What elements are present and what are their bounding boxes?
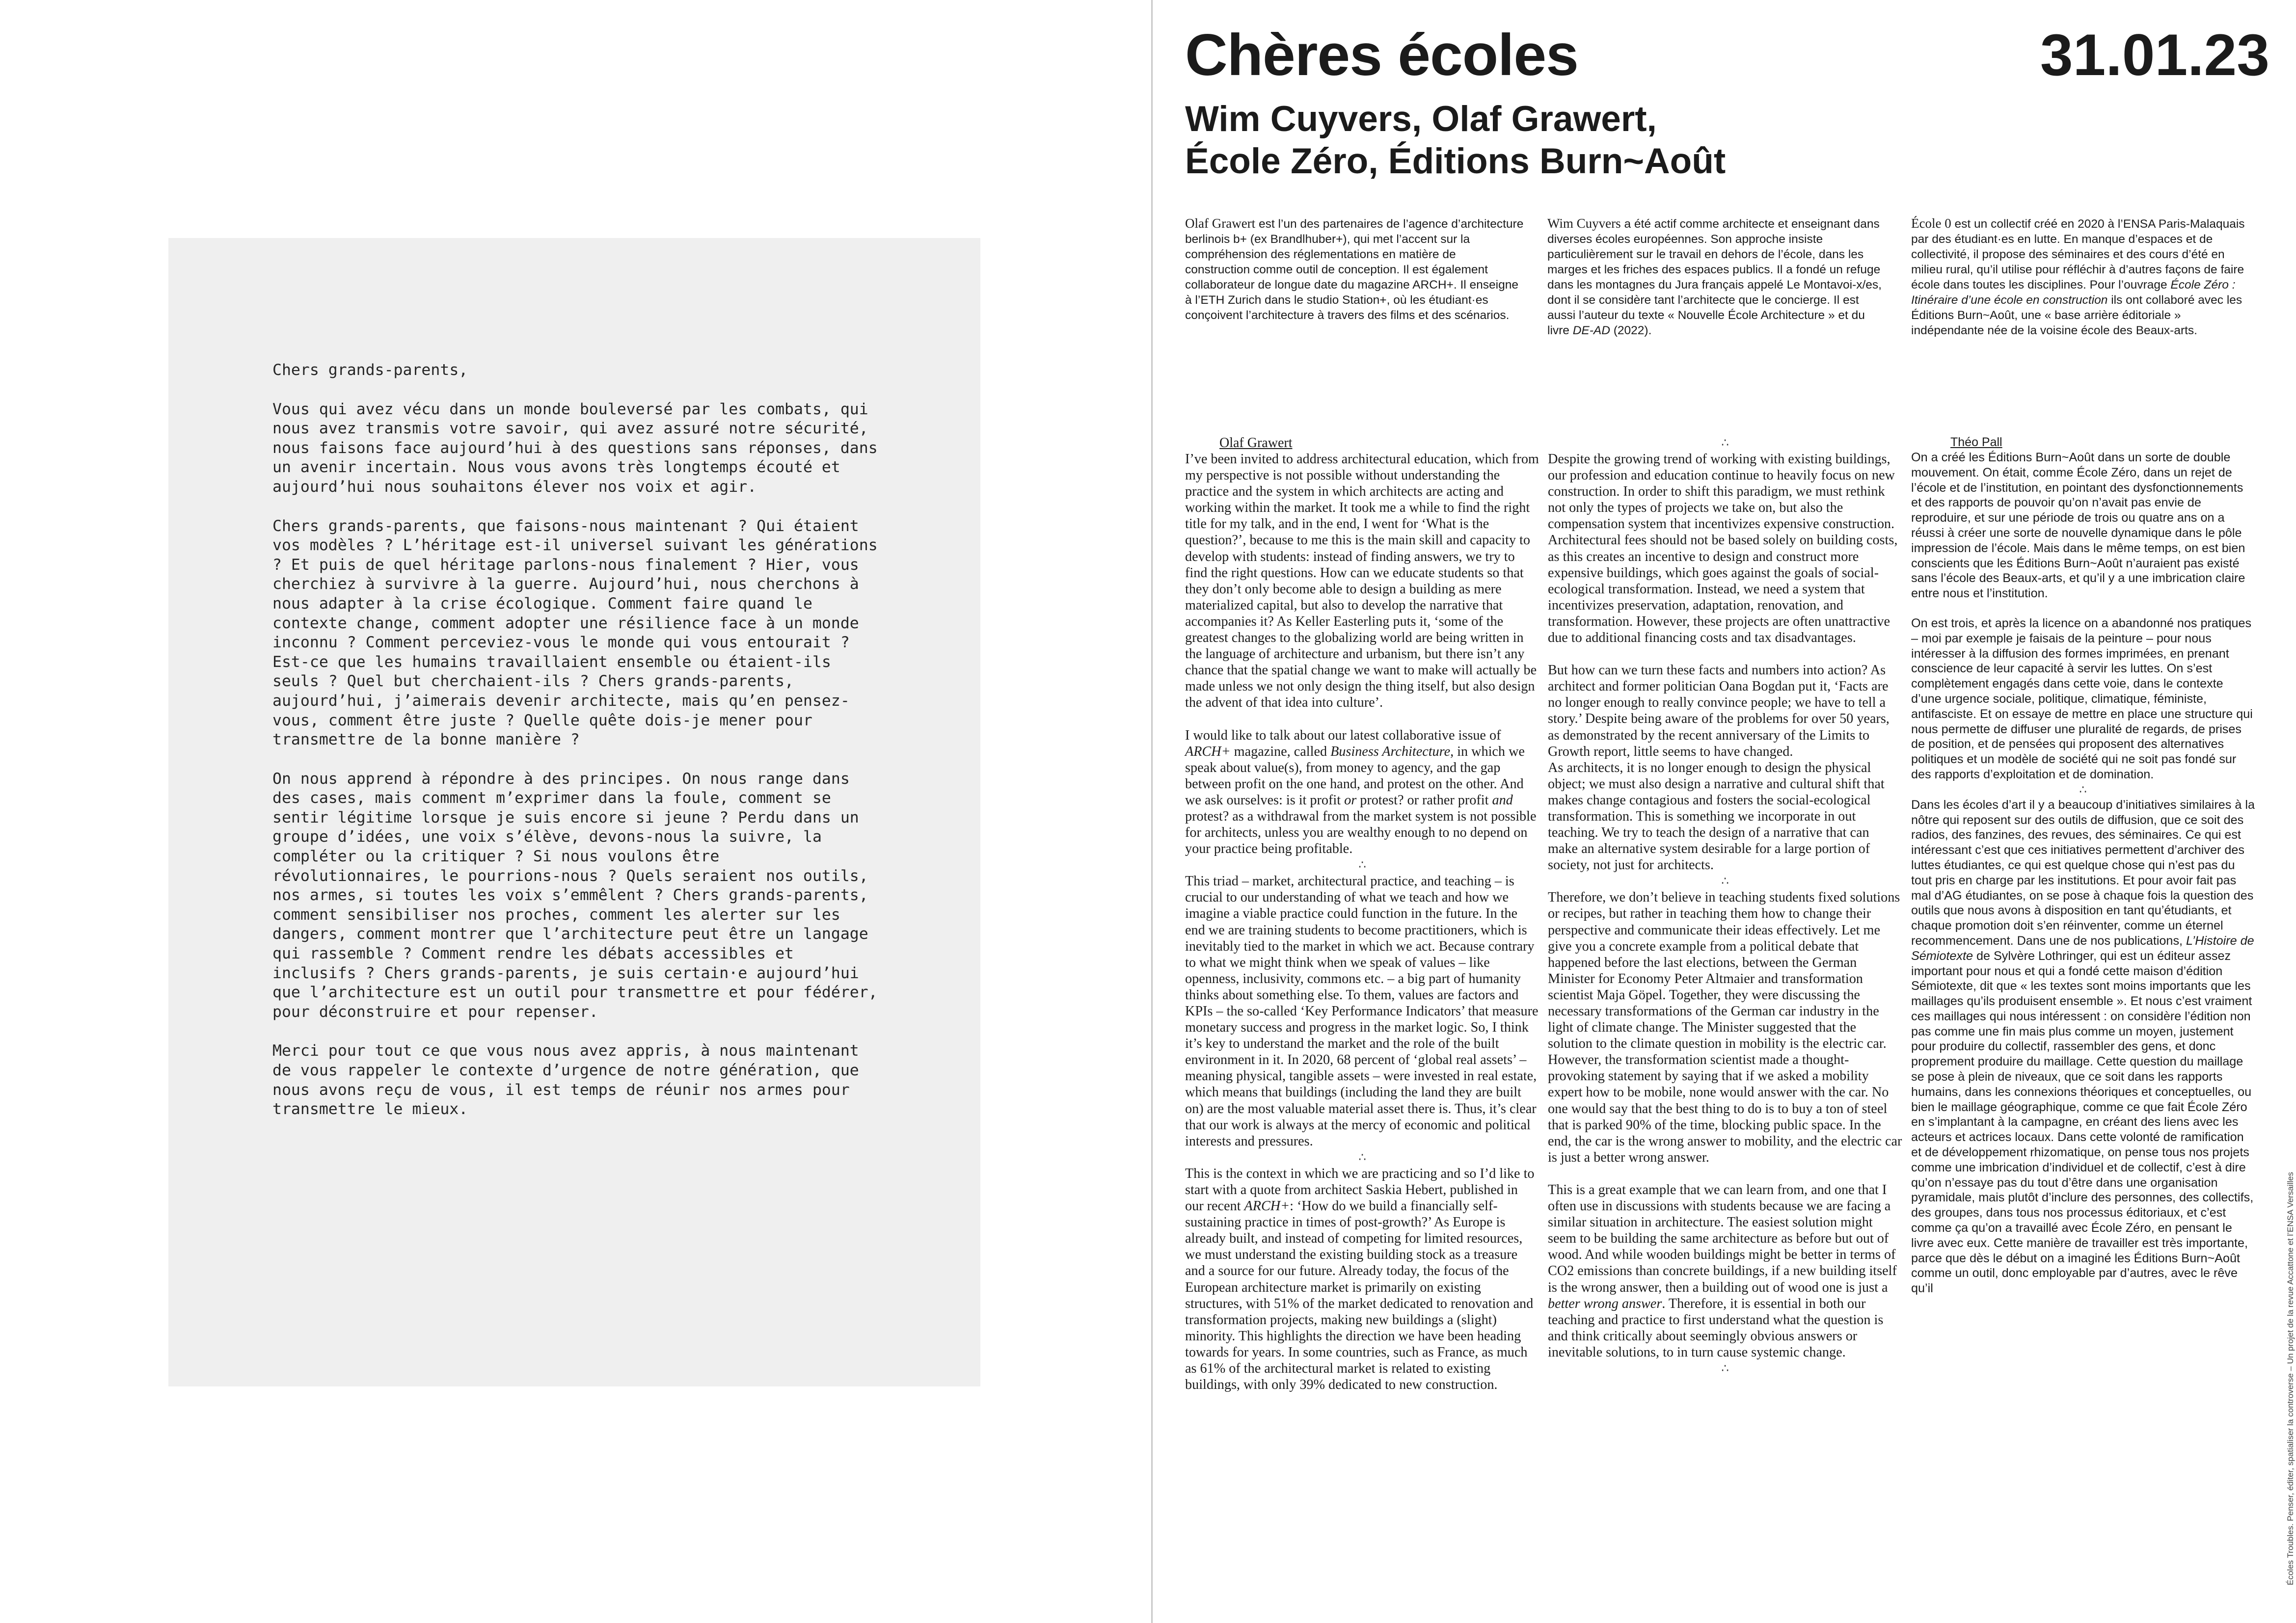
essay-column-2 (1548, 435, 1902, 1377)
bio-name: Olaf Grawert (1185, 216, 1256, 231)
bio-ecole-zero (1911, 216, 2250, 338)
section-ornament: ∴ (1721, 1361, 1729, 1375)
section-ornament: ∴ (2079, 782, 2087, 797)
essay-paragraph: As architects, it is no longer enough to design the physical object; we must also design a narrative and cultural shift that makes change contagious and fosters the social-ecological transformation. This is something we incorporate in out teaching. We try to teach the design of a narrative that can make an alternative system desirable for a large portion of society, not just for architects. (1548, 760, 1885, 873)
letter-text (272, 361, 881, 1139)
bio-olaf-grawert (1185, 216, 1524, 323)
essay-paragraph: I would like to talk about our latest collaborative issue of ARCH+ magazine, called Business Architecture, in which we speak about value(s), from money to agency, and the gap between profit on the one hand, and protest on the other. And we ask ourselves: is it profit or protest? or rather profit and protest? as a withdrawal from the market system is not possible for architects, unless you are wealthy enough to no depend on your practice being profitable. (1185, 727, 1537, 857)
essay-paragraph: On est trois, et après la licence on a abandonné nos pratiques – moi par exemple je faisais de la peinture – pour nous intéresser à la diffusion des formes imprimées, en prenant conscience de leur capacité à servir les luttes. On s’est complètement engagés dans cette voie, dans le contexte d’une urgence sociale, politique, climatique, féministe, antifasciste. Et on essaye de mettre en place une structure qui nous permette de diffuser une pluralité de regards, de prises de position, et de pensées qui proposent des alternatives politiques et un modèle de société qui ne soit pas fondé sur des rapports d’exploitation et de domination. (1911, 616, 2253, 781)
bio-text: est l’un des partenaires de l’agence d’architecture berlinois b+ (ex Brandlhuber+), qui met l’accent sur la compréhension des réglementations en matière de construction comme outil de conception. Il est également collaborateur de longue date du magazine ARCH+. Il enseigne à l’ETH Zurich dans le studio Station+, où les étudiant·es conçoivent l’architecture à travers des films et des scénarios. (1185, 217, 1524, 322)
letter-paragraph: On nous apprend à répondre à des principes. On nous range dans des cases, mais comment m’exprimer dans la foule, comment se sentir légitime lorsque je suis encore si jeune ? Perdu dans un groupe d’idées, une voix s’élève, devons-nous la suivre, la compléter ou la critiquer ? Si nous voulons être révolutionnaires, le pourrions-nous ? Quels seraient nos outils, nos armes, si toutes les voix s’emmêlent ? Chers grands-parents, comment sensibiliser nos proches, comment les alerter sur les dangers, comment montrer que l’architecture peut être un langage qui rassemble ? Comment rendre les débats accessibles et inclusifs ? Chers grands-parents, je suis certain·e aujourd’hui que l’architecture est un outil pour transmettre et pour fédérer, pour déconstruire et pour repenser. (272, 770, 878, 1021)
bio-text: (2022). (1610, 324, 1652, 337)
page-title: Chères écoles (1185, 22, 1578, 88)
bio-book-title: École Zéro : Itinéraire d’une école en construction (1911, 278, 2236, 307)
bio-name: École 0 (1911, 216, 1951, 231)
subtitle-line: École Zéro, Éditions Burn~Août (1185, 141, 1726, 181)
essay-column-3 (1911, 435, 2255, 1296)
bio-text: ils ont collaboré avec les Éditions Burn~Août, une « base arrière éditoriale » indépendante née de la voisine école des Beaux-arts. (1911, 293, 2242, 337)
subtitle-line: Wim Cuyvers, Olaf Grawert, (1185, 99, 1657, 139)
section-ornament: ∴ (1721, 874, 1729, 888)
essay-paragraph: Dans les écoles d’art il y a beaucoup d’initiatives similaires à la nôtre qui reposent sur des outils de diffusion, que ce soit des radios, des fanzines, des revues, des séminaires. Ce qui est intéressant c’est que ces initiatives permettent d’archiver des luttes étudiantes, ce qui est quelque chose qui n’est pas du tout pris en charge par les institutions. Et pour avoir fait pas mal d’AG étudiantes, on se pose à chaque fois la question des outils que nous avons à disposition en tant qu’étudiants, et chaque promotion doit s’en réinventer, comme un éternel recommencement. Dans une de nos publications, L’Histoire de Sémiotexte de Sylvère Lothringer, qui est un éditeur assez important pour nous et qui a fondé cette maison d’édition Sémiotexte, dit que « les textes sont moins importants que les maillages qu’ils produisent ensemble ». Et nous c’est vraiment ces maillages qui nous intéressent : on considère l’édition non pas comme une fin mais plus comme un moyen, justement pour produire du collectif, rassembler des gens, et donc proprement produire du maillage. Cette question du maillage se pose à plein de niveaux, que ce soit dans les rapports humains, dans les connexions théoriques et conceptuelles, ou bien le maillage géographique, comme ce que fait École Zéro en s’implantant à la campagne, en créant des liens avec les acteurs et actrices locaux. Dans cette volonté de ramification et de développement rhizomatique, on pense tous nos projets comme une imbrication d’individuel et de collectif, c’est à dire qu’on n’essaye pas du tout d’être dans une organisation pyramidale, mais plutôt d’inclure des personnes, des collectifs, des groupes, dans tous nos processus éditoriaux, et c’est comme ça qu’on a travaillé avec École Zéro, en pensant le livre avec eux. Cette manière de travailler est très importante, parce que dès le début on a imaginé les Éditions Burn~Août comme un outil, donc employable par d’autres, avec le rêve qu’il (1911, 798, 2255, 1296)
issue-date: 31.01.23 (2040, 22, 2269, 88)
bio-text: est un collectif créé en 2020 à l’ENSA Paris-Malaquais par des étudiant·es en lutte. En manque d’espaces et de collectivité, il propose des séminaires et des cours d’été en milieu rural, qu’il utilise pour réfléchir à d’autres façons de faire école dans toutes les disciplines. Pour l’ouvrage (1911, 217, 2245, 292)
right-page (1153, 0, 2296, 1623)
vertical-side-note: Écoles Troubles. Penser, éditer, spatialiser la controverse – Un projet de la revue Accattone et l’ENSA Versailles (2286, 1172, 2295, 1585)
letter-panel (168, 238, 980, 1386)
essay-paragraph: Despite the growing trend of working with existing buildings, our profession and education continue to heavily focus on new construction. In order to shift this paradigm, we must rethink not only the types of projects we take on, but also the compensation system that incentivizes expensive construction. Architectural fees should not be based solely on building costs, as this creates an incentive to design and construct more expensive buildings, which goes against the goals of social-ecological transformation. Instead, we need a system that incentivizes preservation, adaptation, renovation, and transformation. However, these projects are often unattractive due to additional financing costs and tax disadvantages. (1548, 452, 1898, 646)
letter-salutation: Chers grands-parents, (272, 361, 468, 379)
section-ornament: ∴ (1358, 858, 1366, 872)
bio-text: a été actif comme architecte et enseignant dans diverses écoles européennes. Son approche insiste particulièrement sur le travail en dehors de l’école, dans les marges et les friches des espaces publics. Il a fondé un refuge dans les montagnes du Jura français appelé Le Montavoi-x/es, dont il se considère tant l’architecte que le concierge. Il est aussi l’auteur du texte « Nouvelle École Architecture » et du livre (1547, 217, 1882, 337)
letter-paragraph: Merci pour tout ce que vous nous avez appris, à nous maintenant de vous rappeler le contexte d’urgence de notre génération, que nous avons reçu de vous, il est temps de réunir nos armes pour transmettre le mieux. (272, 1042, 859, 1118)
speaker-name: Théo Pall (1950, 435, 2002, 449)
essay-paragraph: This is the context in which we are practicing and so I’d like to start with a quote from architect Saskia Hebert, published in our recent ARCH+: ‘How do we build a financially self-sustaining practice in times of post-growth?’ As Europe is already built, and instead of competing for limited resources, we must understand the existing building stock as a treasure and a source for our future. Already today, the focus of the European architecture market is primarily on existing structures, with 51% of the market dedicated to renovation and transformation projects, making new buildings a (slight) minority. This highlights the direction we have been heading towards for years. In some countries, such as France, as much as 61% of the architectural market is related to existing buildings, with only 39% dedicated to new construction. (1185, 1166, 1535, 1393)
essay-paragraph: Therefore, we don’t believe in teaching students fixed solutions or recipes, but rather in teaching them how to change their perspective and communicate their ideas effectively. Let me give you a concrete example from a political debate that happened before the last elections, between the German Minister for Economy Peter Altmaier and transformation scientist Maja Göpel. Together, they were discussing the necessary transformations of the German car industry in the light of climate change. The Minister suggested that the solution to the climate question in mobility is the electric car. However, the transformation scientist made a thought-provoking statement by saying that if we asked a mobility expert how to be mobile, none would answer with the car. No one would say that the best thing to do is to buy a ton of steel that is parked 90% of the time, blocking public space. In the end, the car is the wrong answer to mobility, and the electric car is just a better wrong answer. (1548, 890, 1902, 1165)
section-ornament: ∴ (1721, 436, 1729, 450)
essay-paragraph: But how can we turn these facts and numbers into action? As architect and former politician Oana Bogdan put it, ‘Facts are no longer enough to really convince people; we have to tell a story.’ Despite being aware of the problems for over 50 years, as demonstrated by the recent anniversary of the Limits to Growth report, little seems to have changed. (1548, 663, 1890, 759)
essay-paragraph: I’ve been invited to address architectural education, which from my perspective is not possible without understanding the practice and the system in which architects are acting and working within the market. It took me a while to find the right title for my talk, and in the end, I went for ‘What is the question?’, because to me this is the main skill and capacity to develop with students: instead of finding answers, we try to find the right questions. How can we educate students so that they don’t only become able to design a building as mere materialized capital, but also to develop the narrative that accompanies it? As Keller Easterling puts it, ‘some of the greatest changes to the globalizing world are being written in the language of architecture and urbanism, but there isn’t any chance that the spatial change we want to make will actually be made unless we not only design the thing itself, but also design the advent of that idea into culture’. (1185, 452, 1539, 711)
bio-name: Wim Cuyvers (1547, 216, 1621, 231)
bio-book-title: DE-AD (1572, 324, 1610, 337)
essay-column-1 (1185, 435, 1540, 1393)
letter-paragraph: Vous qui avez vécu dans un monde bouleversé par les combats, qui nous avez transmis votre savoir, qui avez assuré notre sécurité, nous faisons face aujourd’hui à des questions sans réponses, dans un avenir incertain. Nous vous avons très longtemps écouté et aujourd’hui nous souhaitons élever nos voix et agir. (272, 400, 878, 496)
bio-wim-cuyvers (1547, 216, 1886, 338)
section-ornament: ∴ (1358, 1150, 1366, 1164)
page-subtitle (1185, 98, 1971, 183)
essay-paragraph: On a créé les Éditions Burn~Août dans un sorte de double mouvement. On était, comme École Zéro, dans un rejet de l’école et de l’institution, en pointant des dysfonctionnements et des rapports de pouvoir qu’on n’avait pas envie de reproduire, et sur une période de trois ou quatre ans on a réussi à créer une sorte de nouvelle dynamique dans le pôle impression de l’école. Mais dans le même temps, on est bien conscients que les Éditions Burn~Août n’auraient pas existé sans l’école des Beaux-arts, et qu’il y a une imbrication claire entre nous et l’institution. (1911, 451, 2245, 601)
speaker-name: Olaf Grawert (1219, 435, 1293, 451)
letter-paragraph: Chers grands-parents, que faisons-nous maintenant ? Qui étaient vos modèles ? L’héritage est-il universel suivant les générations ? Et puis de quel héritage parlons-nous finalement ? Hier, vous cherchiez à survivre à la guerre. Aujourd’hui, nous cherchons à nous adapter à la crise écologique. Comment faire quand le contexte change, comment adopter une résilience face à un monde inconnu ? Comment perceviez-vous le monde qui vous entourait ? Est-ce que les humains travaillaient ensemble ou étaient-ils seuls ? Quel but cherchaient-ils ? Chers grands-parents, aujourd’hui, j’aimerais devenir architecte, mais qu’en pensez-vous, comment être juste ? Quelle quête dois-je mener pour transmettre de la bonne manière ? (272, 517, 878, 749)
essay-paragraph: This is a great example that we can learn from, and one that I often use in discussions with students because we are facing a similar situation in architecture. The easiest solution might seem to be building the same architecture as before but out of wood. And while wooden buildings might be better in terms of CO2 emissions than concrete buildings, if a new building itself is the wrong answer, then a building out of wood one is just a better wrong answer. Therefore, it is essential in both our teaching and practice to first understand what the question is and think critically about seemingly obvious answers or inevitable solutions, to in turn cause systemic change. (1548, 1182, 1897, 1360)
essay-paragraph: This triad – market, architectural practice, and teaching – is crucial to our understanding of what we teach and how we imagine a viable practice could function in the future. In the end we are training students to become practitioners, which is inevitably tied to the market in which we act. Because contrary to what we might think when we speak of values – like openness, inclusivity, commons etc. – a big part of humanity thinks about something else. To them, values are factors and KPIs – the so-called ‘Key Performance Indicators’ that measure monetary success and progress in the market logic. So, I think it’s key to understand the market and the role of the built environment in it. In 2020, 68 percent of ‘global real assets’ – meaning physical, tangible assets – were invested in real estate, which means that buildings (including the land they are built on) are the most valuable material asset there is. Thus, it’s clear that our work is always at the mercy of economic and political interests and pressures. (1185, 874, 1539, 1149)
